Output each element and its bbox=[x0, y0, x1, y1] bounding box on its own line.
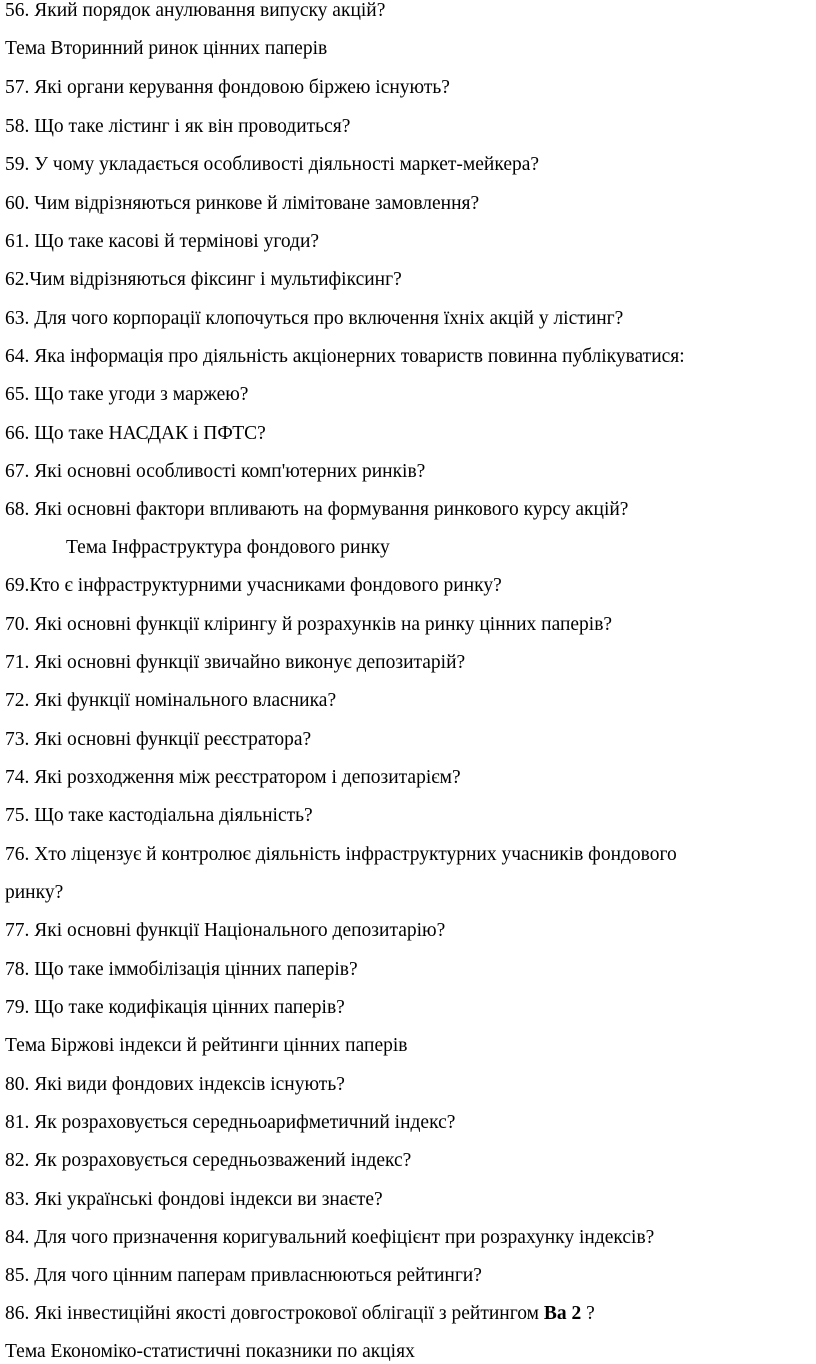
question-73: 73. Які основні функції реєстратора? bbox=[5, 729, 312, 750]
question-86 bbox=[5, 1303, 595, 1325]
question-59: 59. У чому укладається особливості діяльності маркет-мейкера? bbox=[5, 154, 540, 175]
question-65: 65. Що таке угоди з маржею? bbox=[5, 384, 249, 405]
question-62: 62.Чим відрізняються фіксинг і мультифіксинг? bbox=[5, 269, 402, 290]
section-heading: Тема Інфраструктура фондового ринку bbox=[66, 537, 390, 558]
question-61: 61. Що таке касові й термінові угоди? bbox=[5, 231, 320, 252]
question-86-suffix: ? bbox=[581, 1303, 595, 1324]
question-83: 83. Які українські фондові індекси ви знаєте? bbox=[5, 1189, 383, 1210]
question-58: 58. Що таке лістинг і як він проводиться? bbox=[5, 116, 351, 137]
question-69: 69.Кто є інфраструктурними учасниками фондового ринку? bbox=[5, 575, 502, 596]
question-80: 80. Які види фондових індексів існують? bbox=[5, 1074, 345, 1095]
question-77: 77. Які основні функції Національного депозитарію? bbox=[5, 920, 446, 941]
question-81: 81. Як розраховується середньоарифметичний індекс? bbox=[5, 1112, 456, 1133]
question-70: 70. Які основні функції клірингу й розрахунків на ринку цінних паперів? bbox=[5, 614, 613, 635]
question-64: 64. Яка інформація про діяльність акціонерних товариств повинна публікуватися: bbox=[5, 346, 685, 367]
question-57: 57. Які органи керування фондовою біржею існують? bbox=[5, 77, 450, 98]
section-heading: Тема Вторинний ринок цінних паперів bbox=[5, 38, 328, 59]
question-84: 84. Для чого призначення коригувальний коефіцієнт при розрахунку індексів? bbox=[5, 1227, 655, 1248]
question-71: 71. Які основні функції звичайно виконує депозитарій? bbox=[5, 652, 466, 673]
question-82: 82. Як розраховується середньозважений індекс? bbox=[5, 1150, 412, 1171]
question-76: 76. Хто ліцензує й контролює діяльність інфраструктурних учасників фондового bbox=[5, 844, 677, 865]
question-63: 63. Для чого корпорації клопочуться про включення їхніх акцій у лістинг? bbox=[5, 308, 624, 329]
rating-value: Ва 2 bbox=[543, 1303, 582, 1324]
question-74: 74. Які розходження між реєстратором і депозитарієм? bbox=[5, 767, 461, 788]
question-66: 66. Що таке НАСДАК і ПФТС? bbox=[5, 423, 266, 444]
question-72: 72. Які функції номінального власника? bbox=[5, 690, 337, 711]
section-heading: Тема Біржові індекси й рейтинги цінних паперів bbox=[5, 1035, 408, 1056]
question-68: 68. Які основні фактори впливають на формування ринкового курсу акцій? bbox=[5, 499, 629, 520]
question-56: 56. Який порядок анулювання випуску акцій? bbox=[5, 0, 386, 21]
question-60: 60. Чим відрізняються ринкове й лімітоване замовлення? bbox=[5, 193, 480, 214]
question-85: 85. Для чого цінним паперам привласнюються рейтинги? bbox=[5, 1265, 482, 1286]
question-79: 79. Що таке кодифікація цінних паперів? bbox=[5, 997, 345, 1018]
question-78: 78. Що таке іммобілізація цінних паперів? bbox=[5, 959, 358, 980]
question-86-text: 86. Які інвестиційні якості довгострокової облігації з рейтингом bbox=[5, 1303, 544, 1324]
question-67: 67. Які основні особливості комп'ютерних ринків? bbox=[5, 461, 426, 482]
question-76-cont: ринку? bbox=[5, 882, 64, 903]
question-75: 75. Що таке кастодіальна діяльність? bbox=[5, 805, 313, 826]
section-heading: Тема Економіко-статистичні показники по акціях bbox=[5, 1341, 415, 1362]
